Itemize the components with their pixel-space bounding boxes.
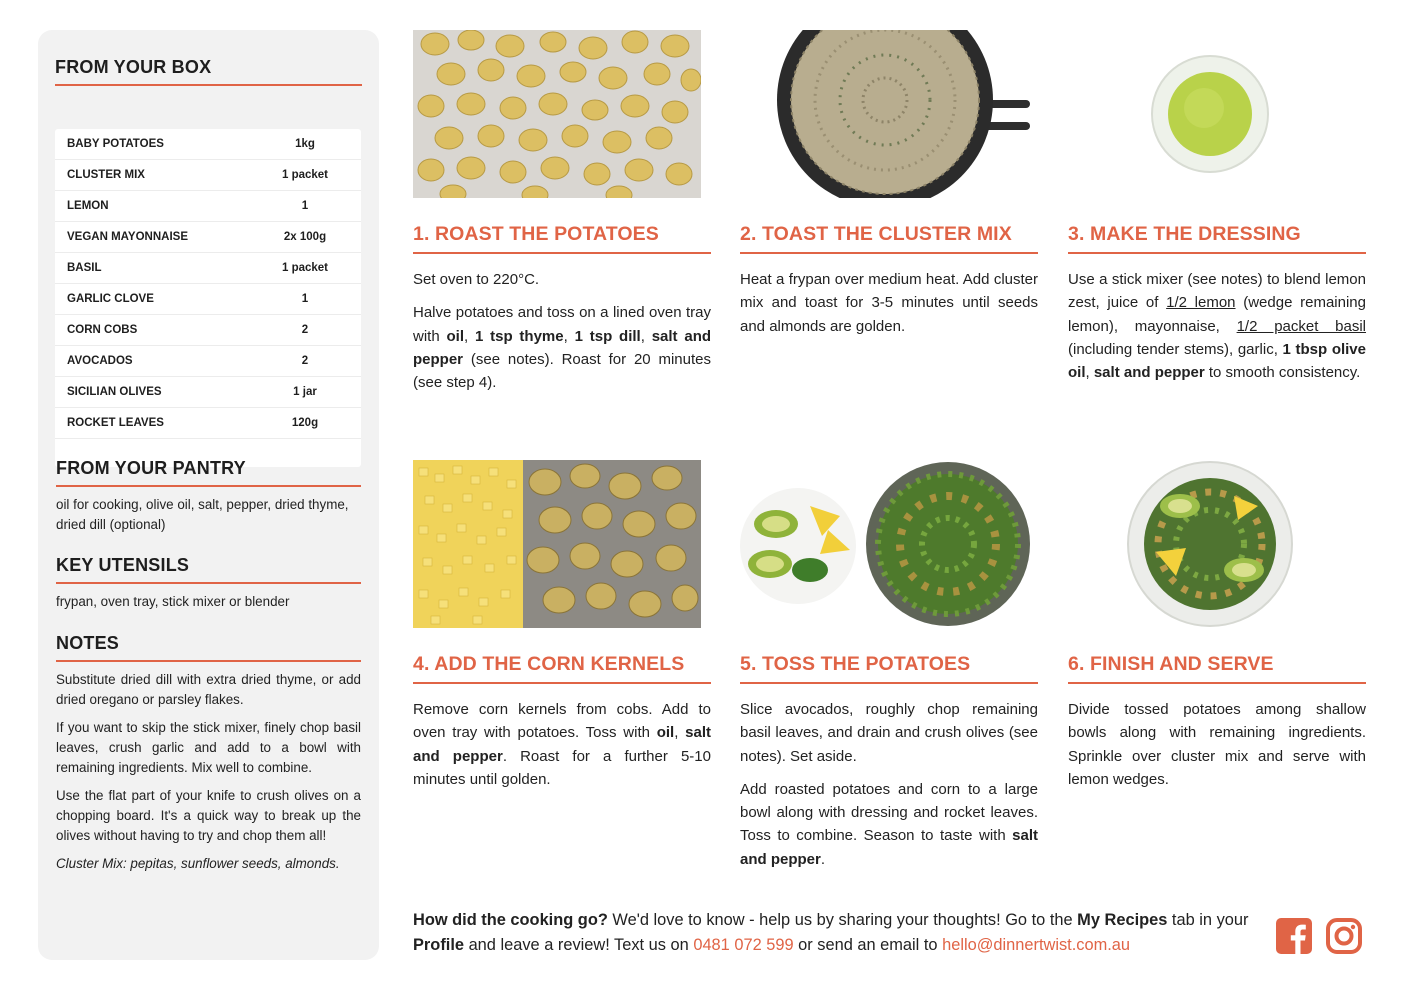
- step-6-body: [1068, 698, 1366, 791]
- frypan-image: [740, 30, 1038, 198]
- step-3-text: Use a stick mixer (see notes) to blend lemon zest, juice of 1/2 lemon (wedge remaining lemon), mayonnaise, 1/2 packet basil (including tender stems), garlic, 1 tbsp olive oil, salt and pepper to smooth consistency.: [1068, 271, 1367, 382]
- step-3: [1068, 223, 1366, 384]
- served-bowl-image: [1068, 460, 1366, 628]
- ingredient-name: ROCKET LEAVES: [67, 417, 164, 429]
- step-3-title: 3. MAKE THE DRESSING: [1068, 223, 1366, 254]
- ingredient-name: GARLIC CLOVE: [67, 293, 154, 305]
- step-4-text: Remove corn kernels from cobs. Add to oven tray with potatoes. Toss with oil, salt and pepper. Roast for a further 5-10 minutes until golden.: [413, 701, 712, 788]
- note-item: If you want to skip the stick mixer, finely chop basil leaves, crush garlic and add to a bowl with remaining ingredients. Mix well to combine.: [56, 720, 361, 775]
- table-row: [55, 253, 361, 284]
- table-row: [55, 408, 361, 439]
- dressing-bowl-image: [1068, 30, 1366, 198]
- note-item: Cluster Mix: pepitas, sunflower seeds, almonds.: [56, 856, 340, 871]
- ingredient-name: BABY POTATOES: [67, 138, 164, 150]
- ingredient-name: BASIL: [67, 262, 102, 274]
- ingredient-name: AVOCADOS: [67, 355, 133, 367]
- table-row: [55, 129, 361, 160]
- step-5-body: [740, 698, 1038, 871]
- pantry-text: oil for cooking, olive oil, salt, pepper, dried thyme, dried dill (optional): [56, 497, 349, 532]
- from-your-pantry-heading: FROM YOUR PANTRY: [56, 458, 361, 487]
- notes-section: [56, 633, 361, 874]
- step-5-title: 5. TOSS THE POTATOES: [740, 653, 1038, 684]
- step-2-text: Heat a frypan over medium heat. Add cluster mix and toast for 3-5 minutes until seeds and almonds are golden.: [740, 271, 1038, 335]
- step-1-text: Set oven to 220°C.: [413, 271, 540, 288]
- from-your-box-heading: FROM YOUR BOX: [55, 57, 362, 86]
- ingredient-qty: 1 packet: [281, 262, 329, 274]
- notes-heading: NOTES: [56, 633, 361, 662]
- instagram-icon[interactable]: [1326, 918, 1362, 954]
- toss-potatoes-photo: [740, 460, 1038, 628]
- feedback-question: How did the cooking go?: [413, 911, 608, 929]
- step-6-title: 6. FINISH AND SERVE: [1068, 653, 1366, 684]
- email-link[interactable]: hello@dinnertwist.com.au: [942, 936, 1131, 954]
- step-1-text-2: Halve potatoes and toss on a lined oven tray with oil, 1 tsp thyme, 1 tsp dill, salt and pepper (see notes). Roast for 20 minutes (see step 4).: [413, 304, 712, 392]
- step-3-body: [1068, 268, 1366, 384]
- step-2: [740, 223, 1038, 338]
- ingredient-qty: 1: [301, 200, 309, 212]
- ingredient-qty: 1kg: [295, 138, 315, 150]
- step-4-body: [413, 698, 711, 791]
- table-row: [55, 315, 361, 346]
- table-row: [55, 284, 361, 315]
- ingredient-name: CORN COBS: [67, 324, 138, 336]
- pantry-section: [56, 458, 361, 535]
- salad-bowl-image: [740, 460, 1038, 628]
- step-4: [413, 653, 711, 791]
- toast-cluster-photo: [740, 30, 1038, 198]
- ingredient-name: VEGAN MAYONNAISE: [67, 231, 188, 243]
- ingredients-table: [55, 129, 361, 467]
- dressing-photo: [1068, 30, 1366, 198]
- step-1-title: 1. ROAST THE POTATOES: [413, 223, 711, 254]
- ingredient-name: CLUSTER MIX: [67, 169, 145, 181]
- ingredient-name: SICILIAN OLIVES: [67, 386, 162, 398]
- ingredient-qty: 1 packet: [281, 169, 329, 181]
- facebook-icon[interactable]: [1276, 918, 1312, 954]
- step-5-text: Slice avocados, roughly chop remaining basil leaves, and drain and crush olives (see notes). Set aside.: [740, 701, 1038, 765]
- step-6: [1068, 653, 1366, 791]
- ingredient-qty: 2: [301, 324, 309, 336]
- corn-tray-image: [413, 460, 701, 628]
- ingredient-qty: 1 jar: [293, 386, 317, 398]
- ingredient-qty: 2x 100g: [283, 231, 327, 243]
- table-row: [55, 191, 361, 222]
- potatoes-tray-image: [413, 30, 701, 198]
- step-5: [740, 653, 1038, 871]
- finish-serve-photo: [1068, 460, 1366, 628]
- ingredient-qty: 120g: [291, 417, 319, 429]
- ingredient-name: LEMON: [67, 200, 109, 212]
- ingredient-qty: 2: [301, 355, 309, 367]
- note-item: Use the flat part of your knife to crush olives on a chopping board. It's a quick way to break up the olives without having to try and chop them all!: [56, 788, 361, 843]
- table-row: [55, 346, 361, 377]
- ingredient-qty: 1: [301, 293, 309, 305]
- utensils-text: frypan, oven tray, stick mixer or blender: [56, 594, 290, 609]
- roast-potatoes-photo: [413, 30, 701, 198]
- step-4-title: 4. ADD THE CORN KERNELS: [413, 653, 711, 684]
- utensils-section: [56, 555, 361, 612]
- ingredients-sidebar: [38, 30, 379, 960]
- key-utensils-heading: KEY UTENSILS: [56, 555, 361, 584]
- table-row: [55, 160, 361, 191]
- profile-link: Profile: [413, 936, 465, 954]
- feedback-footer: How did the cooking go? We'd love to know - help us by sharing your thoughts! Go to the My Recipes tab in your Profile and leave a review! Text us on 0481 072 599 or send an email to hello@dinnertwist.com.au: [413, 911, 1249, 954]
- table-row: [55, 222, 361, 253]
- table-row: [55, 377, 361, 408]
- step-2-body: [740, 268, 1038, 338]
- step-1-body: [413, 268, 711, 394]
- step-1: [413, 223, 711, 394]
- note-item: Substitute dried dill with extra dried thyme, or add dried oregano or parsley flakes.: [56, 672, 361, 707]
- phone-number-link[interactable]: 0481 072 599: [693, 936, 794, 954]
- corn-kernels-photo: [413, 460, 701, 628]
- step-6-text: Divide tossed potatoes among shallow bowls along with remaining ingredients. Sprinkle over cluster mix and serve with lemon wedges.: [1068, 701, 1366, 788]
- step-5-text-2: Add roasted potatoes and corn to a large bowl along with dressing and rocket leaves. Toss to combine. Season to taste with salt and pepper.: [740, 780, 1038, 868]
- step-2-title: 2. TOAST THE CLUSTER MIX: [740, 223, 1038, 254]
- my-recipes-link: My Recipes: [1077, 911, 1168, 929]
